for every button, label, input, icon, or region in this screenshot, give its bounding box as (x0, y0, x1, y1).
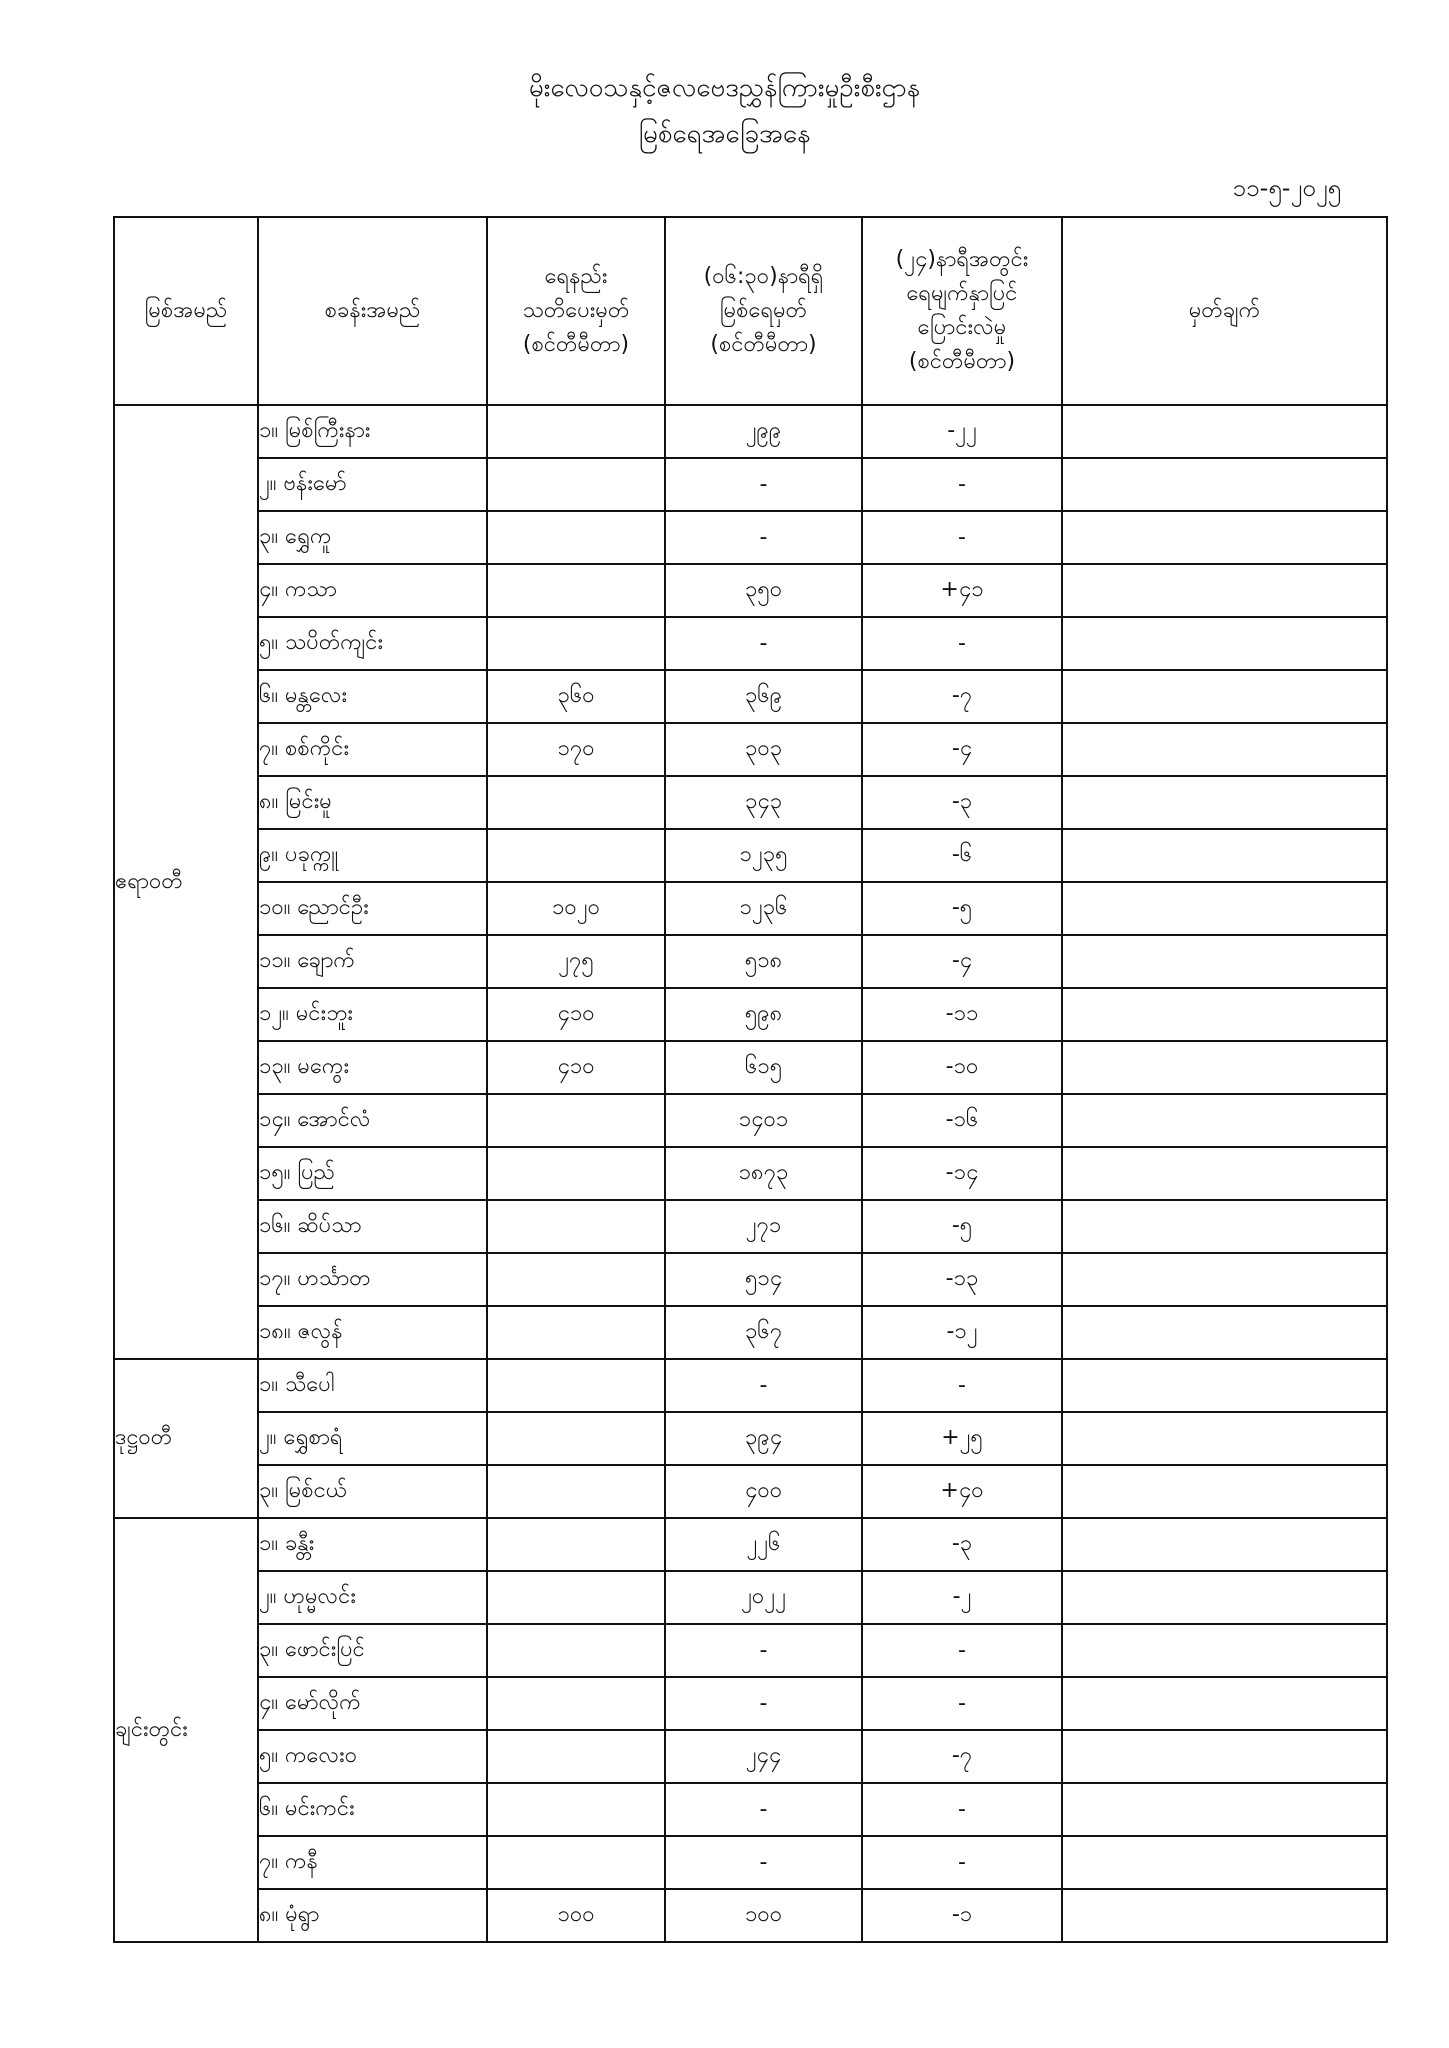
table-row (114, 1624, 1387, 1677)
remark-cell (1062, 1730, 1387, 1783)
station-name-cell: ၁၇။ ဟင်္သာတ (258, 1253, 487, 1306)
table-row (114, 405, 1387, 458)
level-change-cell: -၁၂ (862, 1306, 1062, 1359)
level-change-cell: -၇ (862, 1730, 1062, 1783)
station-name-cell: ၆။ မင်းကင်း (258, 1783, 487, 1836)
remark-cell (1062, 1677, 1387, 1730)
level-change-cell: -၂၂ (862, 405, 1062, 458)
warning-level-cell: ၁၀၂၀ (487, 882, 665, 935)
header-24h-change: (၂၄)နာရီအတွင်း ရေမျက်နှာပြင် ပြောင်းလဲမှု (စင်တီမီတာ) (862, 217, 1062, 405)
warning-level-cell: ၄၁၀ (487, 988, 665, 1041)
level-change-cell: +၄၁ (862, 564, 1062, 617)
table-header-row (114, 217, 1387, 405)
header-river: မြစ်အမည် (114, 217, 258, 405)
warning-level-cell (487, 458, 665, 511)
remark-cell (1062, 1412, 1387, 1465)
water-level-cell: ၃၄၃ (665, 776, 862, 829)
table-row (114, 1783, 1387, 1836)
station-name-cell: ၁၃။ မကွေး (258, 1041, 487, 1094)
remark-cell (1062, 1889, 1387, 1942)
level-change-cell: -၄ (862, 723, 1062, 776)
level-change-cell: - (862, 1359, 1062, 1412)
station-name-cell: ၁။ မြစ်ကြီးနား (258, 405, 487, 458)
water-level-cell: ၃၆၇ (665, 1306, 862, 1359)
warning-level-cell (487, 1677, 665, 1730)
warning-level-cell (487, 1518, 665, 1571)
remark-cell (1062, 1624, 1387, 1677)
level-change-cell: -၃ (862, 776, 1062, 829)
table-row (114, 1889, 1387, 1942)
level-change-cell: -၅ (862, 1200, 1062, 1253)
table-row (114, 617, 1387, 670)
remark-cell (1062, 723, 1387, 776)
remark-cell (1062, 511, 1387, 564)
header-station: စခန်းအမည် (258, 217, 487, 405)
remark-cell (1062, 1836, 1387, 1889)
table-row (114, 564, 1387, 617)
water-level-cell: ၃၅၀ (665, 564, 862, 617)
water-level-cell: ၅၁၄ (665, 1253, 862, 1306)
remark-cell (1062, 458, 1387, 511)
water-level-cell: ၂၇၁ (665, 1200, 862, 1253)
level-change-cell: +၂၅ (862, 1412, 1062, 1465)
level-change-cell: - (862, 1836, 1062, 1889)
table-row (114, 458, 1387, 511)
table-row (114, 829, 1387, 882)
station-name-cell: ၁၈။ ဇလွန် (258, 1306, 487, 1359)
warning-level-cell (487, 1624, 665, 1677)
table-row (114, 670, 1387, 723)
remark-cell (1062, 1200, 1387, 1253)
table-row (114, 511, 1387, 564)
station-name-cell: ၄။ မော်လိုက် (258, 1677, 487, 1730)
table-row (114, 935, 1387, 988)
water-level-cell: ၂၉၉ (665, 405, 862, 458)
station-name-cell: ၅။ ကလေးဝ (258, 1730, 487, 1783)
level-change-cell: -၃ (862, 1518, 1062, 1571)
warning-level-cell (487, 1306, 665, 1359)
water-level-cell: - (665, 511, 862, 564)
water-level-cell: ၁၈၇၃ (665, 1147, 862, 1200)
page-subtitle: မြစ်ရေအခြေအနေ (638, 119, 811, 149)
river-name-cell: ချင်းတွင်း (114, 1518, 258, 1942)
warning-level-cell (487, 829, 665, 882)
level-change-cell: - (862, 1783, 1062, 1836)
remark-cell (1062, 882, 1387, 935)
remark-cell (1062, 405, 1387, 458)
warning-level-cell (487, 1200, 665, 1253)
remark-cell (1062, 1094, 1387, 1147)
level-change-cell: -၂ (862, 1571, 1062, 1624)
remark-cell (1062, 1253, 1387, 1306)
level-change-cell: - (862, 511, 1062, 564)
level-change-cell: -၅ (862, 882, 1062, 935)
page-title: မိုးလေဝသနှင့်ဇလဗေဒညွှန်ကြားမှုဦးစီးဌာန (528, 73, 921, 103)
warning-level-cell (487, 1783, 665, 1836)
table-row (114, 723, 1387, 776)
warning-level-cell: ၁၀၀ (487, 1889, 665, 1942)
water-level-cell: - (665, 1359, 862, 1412)
water-level-cell: ၄၀၀ (665, 1465, 862, 1518)
remark-cell (1062, 935, 1387, 988)
warning-level-cell (487, 564, 665, 617)
table-body (114, 405, 1387, 1942)
station-name-cell: ၈။ မုံရွာ (258, 1889, 487, 1942)
table-row (114, 988, 1387, 1041)
table-row (114, 1253, 1387, 1306)
warning-level-cell (487, 1836, 665, 1889)
station-name-cell: ၃။ ရွှေကူ (258, 511, 487, 564)
table-row (114, 1094, 1387, 1147)
river-name-cell: ဒုဋ္ဌဝတီ (114, 1359, 258, 1518)
remark-cell (1062, 617, 1387, 670)
water-level-cell: ၃၀၃ (665, 723, 862, 776)
warning-level-cell (487, 1571, 665, 1624)
water-level-cell: - (665, 458, 862, 511)
level-change-cell: -၁၆ (862, 1094, 1062, 1147)
water-level-cell: - (665, 1783, 862, 1836)
table-row (114, 1836, 1387, 1889)
station-name-cell: ၃။ မြစ်ငယ် (258, 1465, 487, 1518)
warning-level-cell (487, 1412, 665, 1465)
river-name-cell: ဧရာဝတီ (114, 405, 258, 1359)
remark-cell (1062, 1518, 1387, 1571)
station-name-cell: ၁။ သီပေါ (258, 1359, 487, 1412)
station-name-cell: ၁၅။ ပြည် (258, 1147, 487, 1200)
header-remark: မှတ်ချက် (1062, 217, 1387, 405)
warning-level-cell (487, 405, 665, 458)
warning-level-cell (487, 1465, 665, 1518)
level-change-cell: -၇ (862, 670, 1062, 723)
station-name-cell: ၂။ ရွှေစာရံ (258, 1412, 487, 1465)
warning-level-cell (487, 776, 665, 829)
water-level-cell: - (665, 1677, 862, 1730)
table-row (114, 1518, 1387, 1571)
water-level-cell: - (665, 1624, 862, 1677)
table-row (114, 1041, 1387, 1094)
water-level-cell: ၂၀၂၂ (665, 1571, 862, 1624)
water-level-cell: ၁၂၃၆ (665, 882, 862, 935)
warning-level-cell (487, 511, 665, 564)
remark-cell (1062, 988, 1387, 1041)
remark-cell (1062, 564, 1387, 617)
table-row (114, 1306, 1387, 1359)
station-name-cell: ၁၁။ ချောက် (258, 935, 487, 988)
station-name-cell: ၁။ ခန္တီး (258, 1518, 487, 1571)
station-name-cell: ၁၂။ မင်းဘူး (258, 988, 487, 1041)
station-name-cell: ၇။ ကနီ (258, 1836, 487, 1889)
table-row (114, 776, 1387, 829)
header-water-level: (၀၆:၃၀)နာရီရှိ မြစ်ရေမှတ် (စင်တီမီတာ) (665, 217, 862, 405)
warning-level-cell (487, 1253, 665, 1306)
water-level-cell: ၁၀၀ (665, 1889, 862, 1942)
water-level-cell: ၆၁၅ (665, 1041, 862, 1094)
warning-level-cell (487, 1094, 665, 1147)
table-row (114, 1571, 1387, 1624)
warning-level-cell: ၃၆၀ (487, 670, 665, 723)
water-level-cell: ၅၉၈ (665, 988, 862, 1041)
level-change-cell: - (862, 1624, 1062, 1677)
station-name-cell: ၂။ ဗန်းမော် (258, 458, 487, 511)
remark-cell (1062, 1359, 1387, 1412)
level-change-cell: +၄၀ (862, 1465, 1062, 1518)
header-warning-level: ရေနည်း သတိပေးမှတ် (စင်တီမီတာ) (487, 217, 665, 405)
station-name-cell: ၄။ ကသာ (258, 564, 487, 617)
remark-cell (1062, 829, 1387, 882)
warning-level-cell: ၂၇၅ (487, 935, 665, 988)
table-row (114, 1730, 1387, 1783)
water-level-cell: ၃၉၄ (665, 1412, 862, 1465)
level-change-cell: -၄ (862, 935, 1062, 988)
station-name-cell: ၅။ သပိတ်ကျင်း (258, 617, 487, 670)
report-date: ၁၁-၅-၂၀၂၅ (1232, 174, 1341, 202)
station-name-cell: ၁၄။ အောင်လံ (258, 1094, 487, 1147)
table-row (114, 1147, 1387, 1200)
level-change-cell: - (862, 617, 1062, 670)
station-name-cell: ၂။ ဟုမ္မလင်း (258, 1571, 487, 1624)
station-name-cell: ၈။ မြင်းမူ (258, 776, 487, 829)
water-level-cell: - (665, 617, 862, 670)
remark-cell (1062, 1465, 1387, 1518)
level-change-cell: - (862, 1677, 1062, 1730)
station-name-cell: ၁၆။ ဆိပ်သာ (258, 1200, 487, 1253)
remark-cell (1062, 1571, 1387, 1624)
level-change-cell: - (862, 458, 1062, 511)
remark-cell (1062, 1147, 1387, 1200)
warning-level-cell (487, 1359, 665, 1412)
table-row (114, 1677, 1387, 1730)
station-name-cell: ၇။ စစ်ကိုင်း (258, 723, 487, 776)
station-name-cell: ၃။ ဖောင်းပြင် (258, 1624, 487, 1677)
level-change-cell: -၆ (862, 829, 1062, 882)
level-change-cell: -၁ (862, 1889, 1062, 1942)
water-level-cell: ၂၂၆ (665, 1518, 862, 1571)
warning-level-cell: ၄၁၀ (487, 1041, 665, 1094)
remark-cell (1062, 1041, 1387, 1094)
table-row (114, 1412, 1387, 1465)
table-row (114, 882, 1387, 935)
station-name-cell: ၆။ မန္တလေး (258, 670, 487, 723)
water-level-cell: ၅၁၈ (665, 935, 862, 988)
warning-level-cell (487, 1147, 665, 1200)
remark-cell (1062, 1306, 1387, 1359)
table-row (114, 1359, 1387, 1412)
water-level-cell: ၂၄၄ (665, 1730, 862, 1783)
table-row (114, 1200, 1387, 1253)
table-row (114, 1465, 1387, 1518)
water-level-cell: ၁၄၀၁ (665, 1094, 862, 1147)
warning-level-cell (487, 1730, 665, 1783)
remark-cell (1062, 1783, 1387, 1836)
level-change-cell: -၁၄ (862, 1147, 1062, 1200)
water-level-cell: ၃၆၉ (665, 670, 862, 723)
level-change-cell: -၁၁ (862, 988, 1062, 1041)
warning-level-cell: ၁၇၀ (487, 723, 665, 776)
warning-level-cell (487, 617, 665, 670)
river-level-table (113, 216, 1388, 1943)
water-level-cell: - (665, 1836, 862, 1889)
level-change-cell: -၁၃ (862, 1253, 1062, 1306)
level-change-cell: -၁၀ (862, 1041, 1062, 1094)
station-name-cell: ၁၀။ ညောင်ဦး (258, 882, 487, 935)
water-level-cell: ၁၂၃၅ (665, 829, 862, 882)
station-name-cell: ၉။ ပခုက္ကူ (258, 829, 487, 882)
remark-cell (1062, 670, 1387, 723)
remark-cell (1062, 776, 1387, 829)
